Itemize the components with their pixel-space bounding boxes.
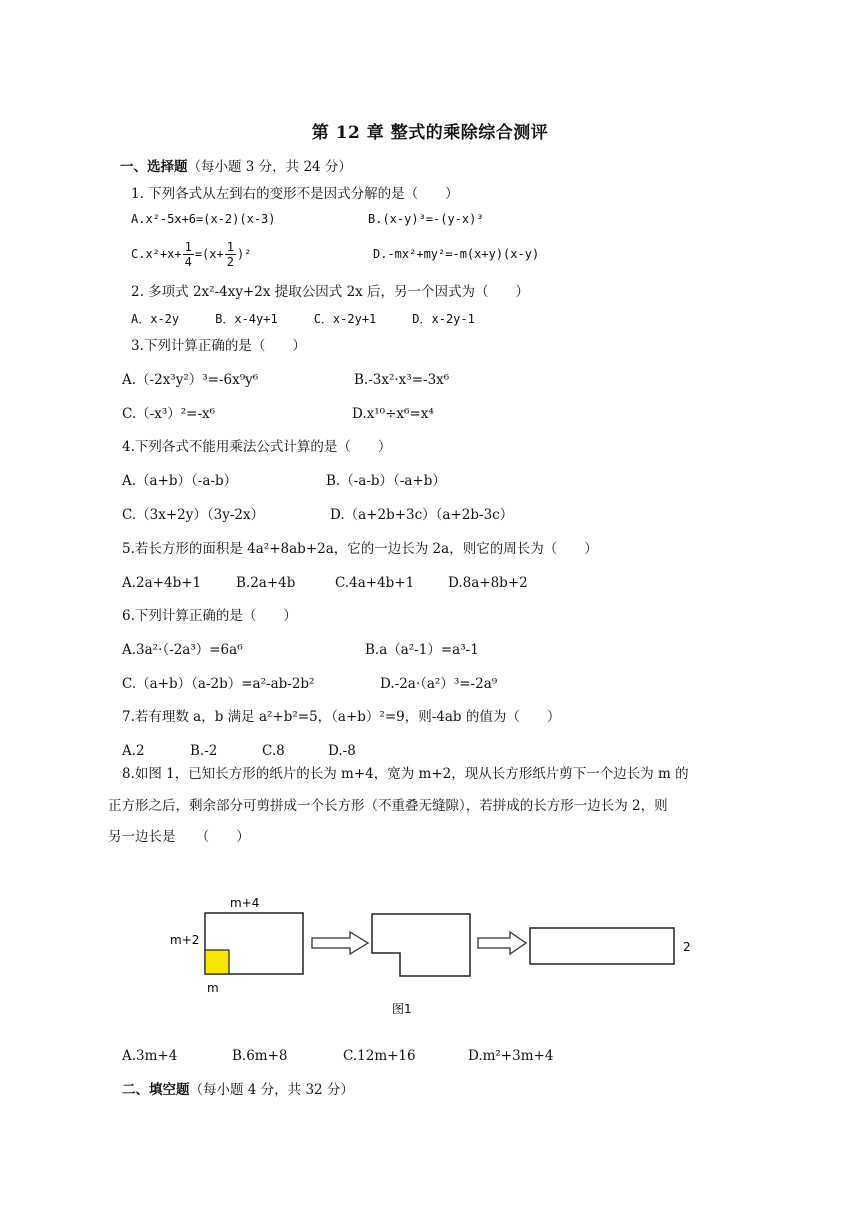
q6-stem: 6.下列计算正确的是（ ）: [122, 608, 297, 624]
q4-stem: 4.下列各式不能用乘法公式计算的是（ ）: [122, 439, 392, 455]
q8-option-c: C.12m+16: [343, 1048, 416, 1064]
q3-option-b: B.-3x²·x³=-3x⁶: [354, 372, 450, 388]
q1-c-fraction-2: [225, 240, 236, 269]
q4-option-a: A.（a+b）（-a-b）: [122, 473, 238, 489]
q1-stem: 1. 下列各式从左到右的变形不是因式分解的是（ ）: [131, 186, 459, 202]
q6-option-b: B.a（a²-1）=a³-1: [365, 642, 479, 658]
q4-option-c: C.（3x+2y）（3y-2x）: [122, 507, 265, 523]
q7-option-a: A.2: [122, 743, 145, 759]
q1-c-post: )²: [236, 247, 252, 261]
q1-c-mid: =(x+: [194, 247, 224, 261]
section-2-note: （每小题 4 分，共 32 分）: [189, 1082, 354, 1098]
cut-square: [205, 950, 229, 974]
section-1-label: 一、选择题: [120, 159, 188, 175]
q8-option-a: A.3m+4: [122, 1048, 178, 1064]
q2-options: A．x-2y B．x-4y+1 C．x-2y+1 D．x-2y-1: [131, 312, 475, 326]
q1-option-c: [131, 236, 251, 272]
q1-option-d: D.-mx²+my²=-m(x+y)(x-y): [373, 247, 540, 261]
page-title: 第 12 章 整式的乘除综合测评: [311, 123, 549, 143]
figure-1: [160, 880, 720, 1020]
section-1-note: （每小题 3 分，共 24 分）: [187, 159, 352, 175]
arrow-right-icon: [312, 932, 368, 954]
new-rectangle: [530, 928, 674, 964]
q8-stem-line-3: 另一边长是 （ ）: [108, 829, 250, 845]
label-width-m-plus-2: m+2: [170, 933, 200, 947]
q2-stem: 2. 多项式 2x²-4xy+2x 提取公因式 2x 后，另一个因式为（ ）: [131, 284, 530, 300]
arrow-right-icon: [478, 932, 526, 954]
q6-option-c: C.（a+b）（a-2b）=a²-ab-2b²: [122, 676, 315, 692]
q1-c-pre: C.x²+x+: [131, 247, 182, 261]
q1-c-frac2-num: 1: [226, 240, 234, 254]
q5-option-d: D.8a+8b+2: [448, 575, 528, 591]
q1-c-fraction-1: [183, 240, 194, 269]
q1-option-b: B.(x-y)³=-(y-x)³: [368, 212, 484, 226]
q7-stem: 7.若有理数 a，b 满足 a²+b²=5，（a+b）²=9，则-4ab 的值为（ ）: [122, 709, 561, 725]
q7-option-c: C.8: [262, 743, 285, 759]
q1-c-frac1-num: 1: [184, 240, 192, 254]
q5-stem: 5.若长方形的面积是 4a²+8ab+2a，它的一边长为 2a，则它的周长为（ ）: [122, 541, 598, 557]
q1-c-frac1-den: 4: [184, 255, 192, 269]
q7-option-d: D.-8: [328, 743, 356, 759]
section-1-heading: [120, 158, 352, 176]
q8-option-b: B.6m+8: [232, 1048, 288, 1064]
q6-option-a: A.3a²·（-2a³）=6a⁶: [122, 642, 243, 658]
q5-option-c: C.4a+4b+1: [335, 575, 415, 591]
q1-c-frac2-den: 2: [226, 255, 234, 269]
q3-option-a: A.（-2x³y²）³=-6x⁹y⁶: [122, 372, 259, 388]
q6-option-d: D.-2a·（a²）³=-2a⁹: [380, 676, 498, 692]
q4-option-b: B.（-a-b）（-a+b）: [326, 473, 446, 489]
q8-stem-line-2: 正方形之后，剩余部分可剪拼成一个长方形（不重叠无缝隙），若拼成的长方形一边长为 2，则: [108, 798, 668, 814]
q1-option-a: A.x²-5x+6=(x-2)(x-3): [131, 212, 276, 226]
label-side-2: 2: [683, 940, 691, 954]
remaining-shape: [372, 914, 470, 976]
label-square-m: m: [207, 981, 219, 995]
q3-option-c: C.（-x³）²=-x⁶: [122, 406, 216, 422]
q3-stem: 3.下列计算正确的是（ ）: [131, 338, 306, 354]
section-2-heading: [122, 1081, 354, 1099]
q5-option-a: A.2a+4b+1: [122, 575, 202, 591]
q4-option-d: D.（a+2b+3c）（a+2b-3c）: [330, 507, 514, 523]
section-2-label: 二、填空题: [122, 1082, 190, 1098]
q7-option-b: B.-2: [190, 743, 218, 759]
q3-option-d: D.x¹⁰÷x⁶=x⁴: [352, 406, 434, 422]
q8-option-d: D.m²+3m+4: [468, 1048, 554, 1064]
q8-stem-line-1: 8.如图 1，已知长方形的纸片的长为 m+4，宽为 m+2，现从长方形纸片剪下一个边长为 m 的: [122, 766, 689, 782]
figure-caption: 图1: [392, 1002, 412, 1016]
label-length-m-plus-4: m+4: [230, 896, 260, 910]
q5-option-b: B.2a+4b: [236, 575, 296, 591]
